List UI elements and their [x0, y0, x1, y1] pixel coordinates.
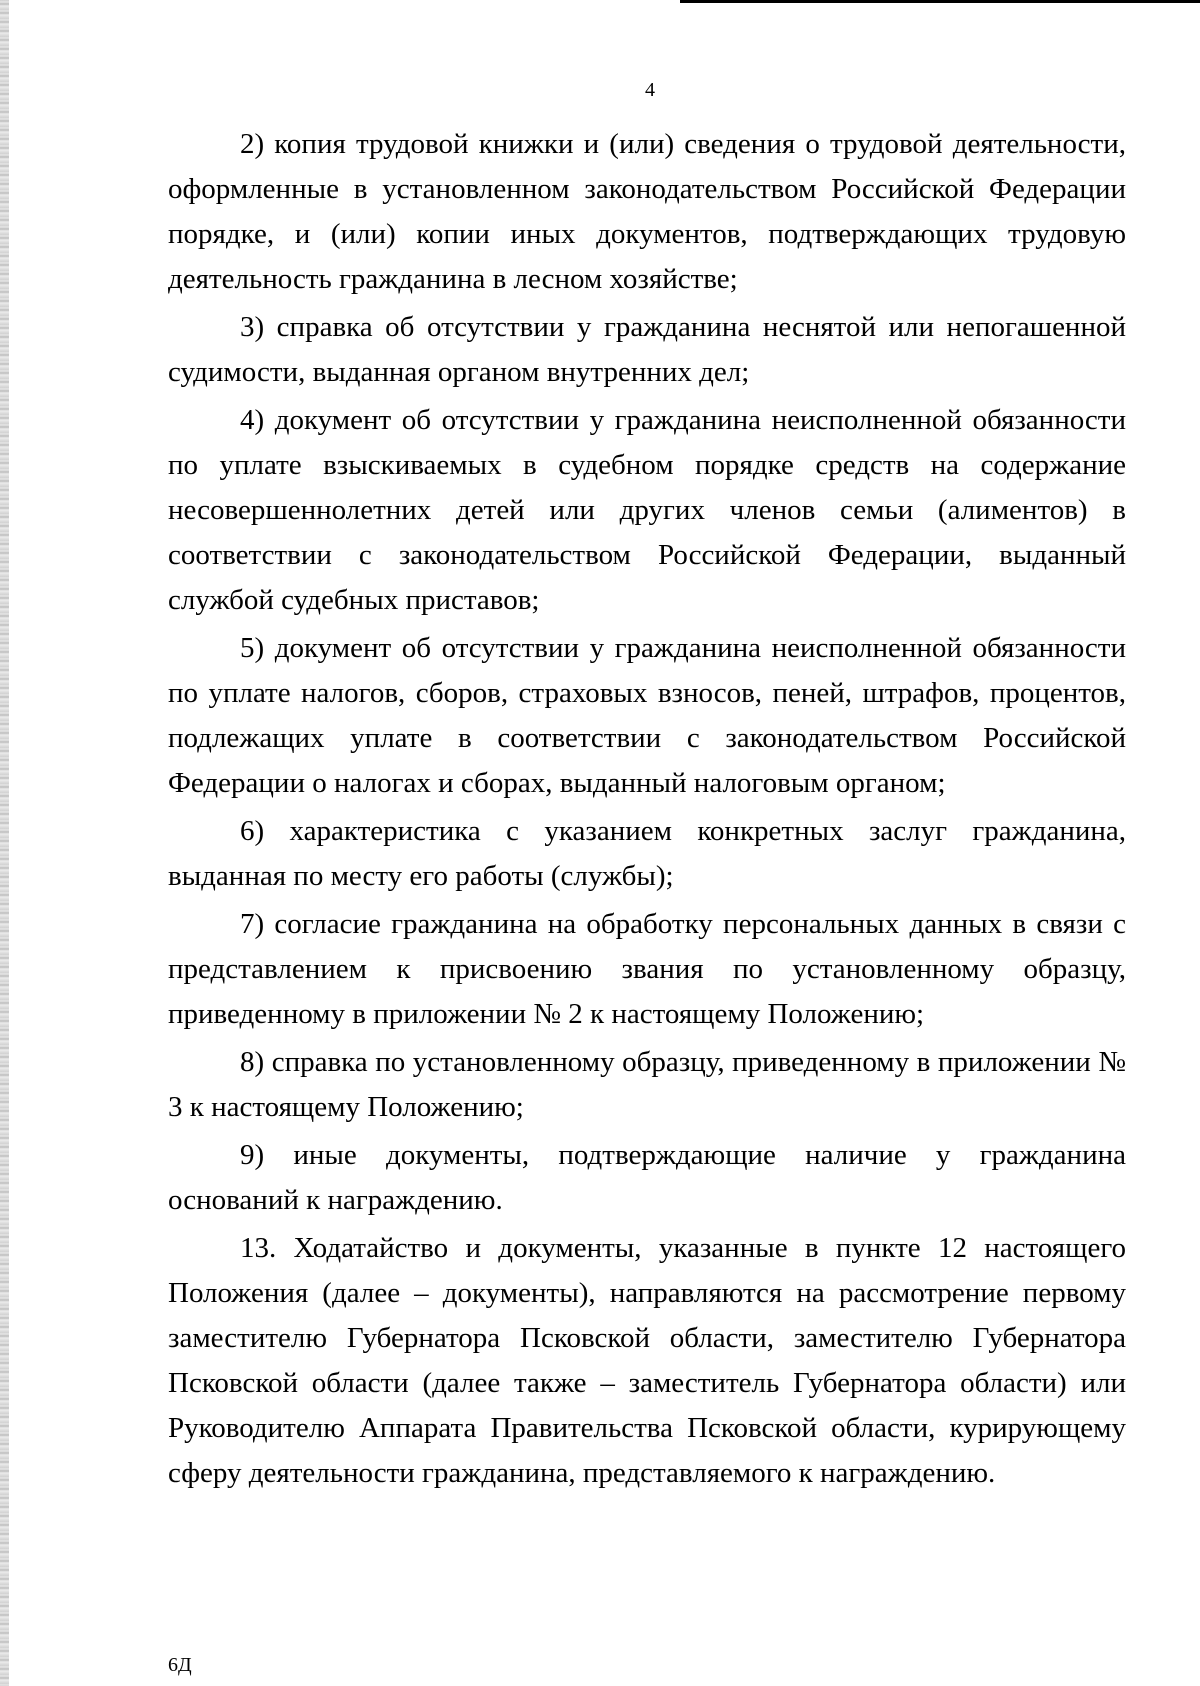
- scan-edge-top: [680, 0, 1200, 3]
- list-item-6: 6) характеристика с указанием конкретных заслуг гражданина, выданная по месту его работы (службы);: [168, 815, 1126, 892]
- scan-edge-left: [0, 0, 9, 1686]
- footer-code: 6Д: [168, 1654, 192, 1676]
- page-number: 4: [645, 79, 655, 101]
- list-item-9: 9) иные документы, подтверждающие наличие у гражданина оснований к награждению.: [168, 1139, 1126, 1216]
- list-item-2: 2) копия трудовой книжки и (или) сведения о трудовой деятельности, оформленные в установленном законодательством Российской Федерации порядке, и (или) копии иных документов, подтверждающих трудовую деятельность гражданина в лесном хозяйстве;: [168, 128, 1126, 295]
- list-item-3: 3) справка об отсутствии у гражданина неснятой или непогашенной судимости, выданная органом внутренних дел;: [168, 311, 1126, 388]
- list-item-4: 4) документ об отсутствии у гражданина неисполненной обязанности по уплате взыскиваемых в судебном порядке средств на содержание несовершеннолетних детей или других членов семьи (алиментов) в соответствии с законодательством Российской Федерации, выданный службой судебных приставов;: [168, 404, 1126, 616]
- clause-13: 13. Ходатайство и документы, указанные в пункте 12 настоящего Положения (далее – документы), направляются на рассмотрение первому заместителю Губернатора Псковской области, заместителю Губернатора Псковской области (далее также – заместитель Губернатора области) или Руководителю Аппарата Правительства Псковской области, курирующему сферу деятельности гражданина, представляемого к награждению.: [168, 1232, 1126, 1489]
- document-body: [168, 122, 1126, 1499]
- list-item-5: 5) документ об отсутствии у гражданина неисполненной обязанности по уплате налогов, сборов, страховых взносов, пеней, штрафов, процентов, подлежащих уплате в соответствии с законодательством Российской Федерации о налогах и сборах, выданный налоговым органом;: [168, 632, 1126, 799]
- list-item-7: 7) согласие гражданина на обработку персональных данных в связи с представлением к присвоению звания по установленному образцу, приведенному в приложении № 2 к настоящему Положению;: [168, 908, 1126, 1030]
- list-item-8: 8) справка по установленному образцу, приведенному в приложении № 3 к настоящему Положению;: [168, 1046, 1126, 1123]
